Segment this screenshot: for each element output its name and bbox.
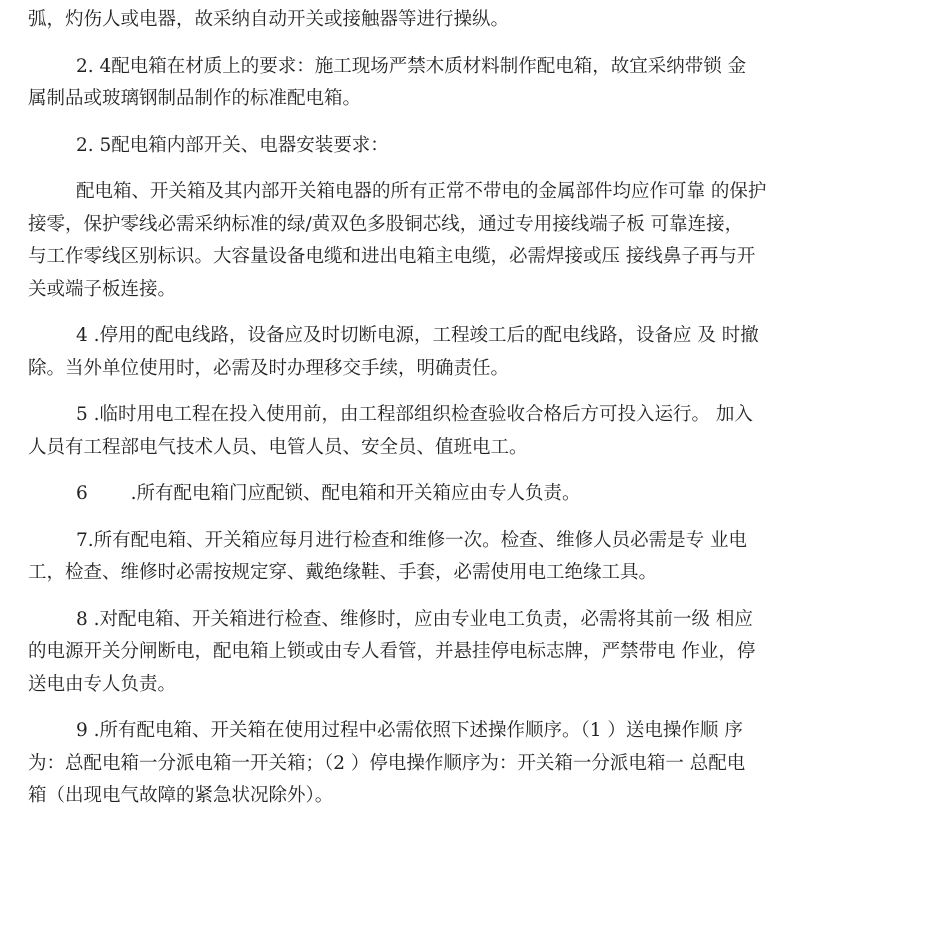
text-line: 人员有工程部电气技术人员、电管人员、安全员、值班电工。: [28, 436, 528, 458]
paragraph-item-8: [28, 604, 934, 702]
paragraph-2-5-install: [28, 130, 934, 163]
paragraph-grounding: [28, 176, 934, 306]
text-line: 为：总配电箱一分派电箱一开关箱；（2 ）停电操作顺序为：开关箱一分派电箱一 总配电: [28, 752, 746, 774]
text-line: 工，检查、维修时必需按规定穿、戴绝缘鞋、手套，必需使用电工绝缘工具。: [28, 562, 658, 583]
text-line: 4 .停用的配电线路，设备应及时切断电源，工程竣工后的配电线路，设备应 及 时撤: [76, 325, 759, 346]
paragraph-item-4: [28, 320, 934, 385]
text-line: 接零，保护零线必需采纳标准的绿/黄双色多股铜芯线，通过专用接线端子板 可靠连接，: [28, 213, 744, 235]
paragraph-arc-burn: [28, 4, 934, 37]
paragraph-2-4-material: [28, 51, 934, 116]
paragraph-item-6: [28, 478, 934, 511]
text-line: 关或端子板连接。: [28, 278, 177, 300]
text-line: 属制品或玻璃钢制品制作的标准配电箱。: [28, 88, 362, 109]
text-line: 8 .对配电箱、开关箱进行检查、维修时，应由专业电工负责，必需将其前一级 相应: [76, 608, 753, 630]
paragraph-item-7: [28, 525, 934, 590]
text-line: 6 .所有配电箱门应配锁、配电箱和开关箱应由专人负责。: [76, 483, 581, 504]
text-line: 2. 4配电箱在材质上的要求：施工现场严禁木质材料制作配电箱，故宜采纳带锁 金: [76, 55, 747, 77]
paragraph-item-5: [28, 399, 934, 464]
text-line: 5 .临时用电工程在投入使用前，由工程部组织检查验收合格后方可投入运行。 加入: [76, 404, 753, 425]
text-line: 9 .所有配电箱、开关箱在使用过程中必需依照下述操作顺序。（1 ）送电操作顺 序: [76, 720, 743, 741]
document-page: [28, 0, 934, 950]
paragraph-item-9: [28, 715, 934, 813]
text-line: 7.所有配电箱、开关箱应每月进行检查和维修一次。检查、维修人员必需是专 业电: [76, 529, 748, 551]
text-line: 与工作零线区别标识。大容量设备电缆和进出电箱主电缆，必需焊接或压 接线鼻子再与开: [28, 246, 756, 267]
text-line: 2. 5配电箱内部开关、电器安装要求：: [76, 134, 389, 156]
text-line: 箱（出现电气故障的紧急状况除外）。: [28, 785, 334, 806]
text-line: 的电源开关分闸断电，配电箱上锁或由专人看管，并悬挂停电标志牌，严禁带电 作业，停: [28, 641, 756, 662]
text-line: 弧，灼伤人或电器，故采纳自动开关或接触器等进行操纵。: [28, 9, 510, 30]
text-line: 配电箱、开关箱及其内部开关箱电器的所有正常不带电的金属部件均应作可靠 的保护: [76, 181, 767, 202]
text-line: 除。当外单位使用时，必需及时办理移交手续，明确责任。: [28, 357, 510, 379]
text-line: 送电由专人负责。: [28, 673, 177, 695]
